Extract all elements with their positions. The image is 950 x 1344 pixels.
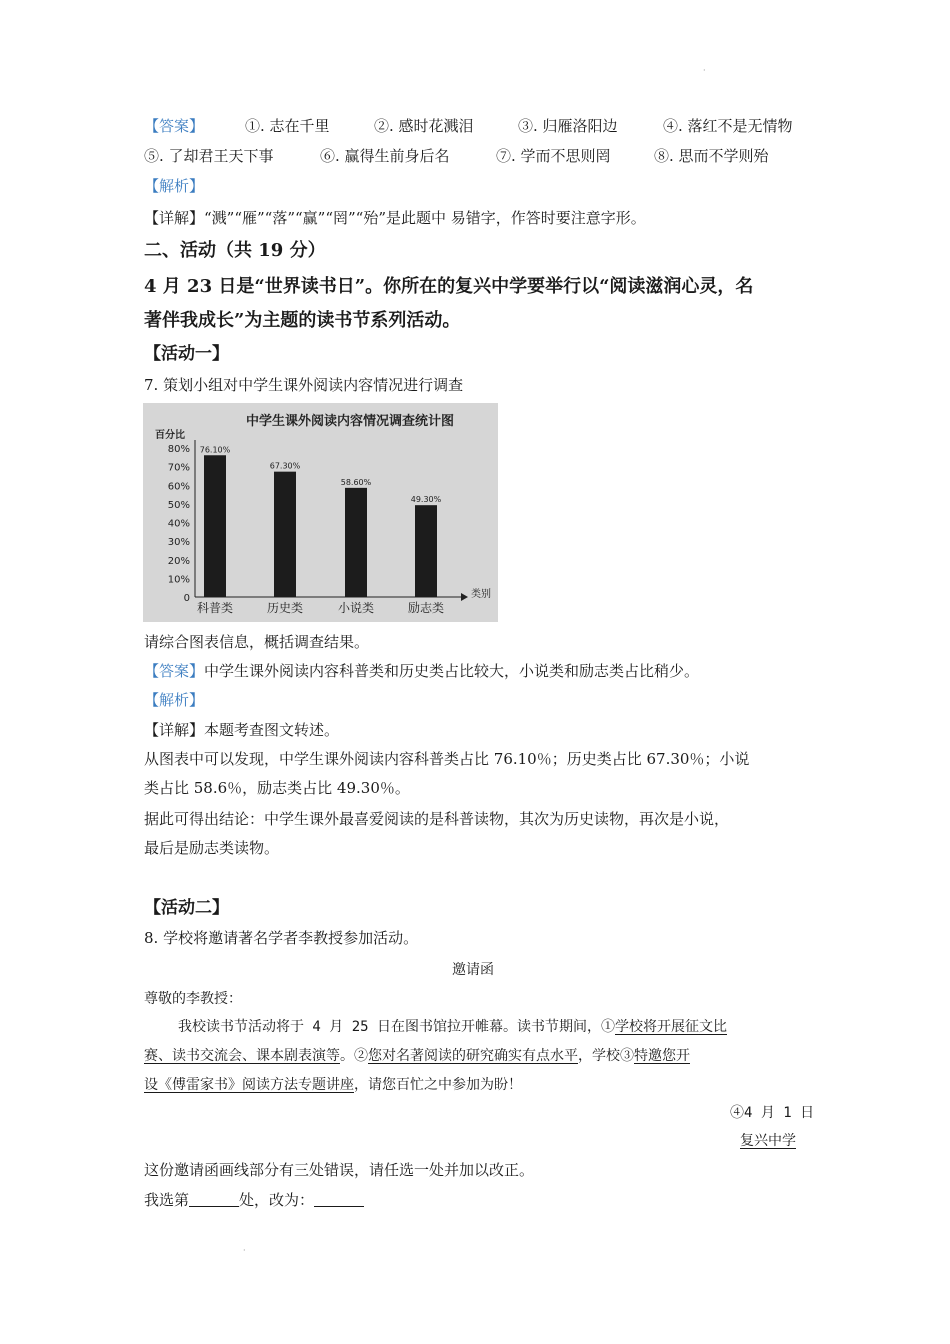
- letter-body-line-2: [144, 1046, 690, 1066]
- answer-item: ⑧. 思而不学则殆: [654, 147, 769, 165]
- underlined-error-3-cont: 设《傅雷家书》阅读方法专题讲座: [144, 1077, 354, 1093]
- chart-y-axis-label: 百分比: [155, 430, 185, 441]
- decorative-dot-top: ·: [703, 66, 706, 75]
- chart-category-label: 小说类: [337, 601, 375, 615]
- letter-body-line-3: [144, 1075, 522, 1095]
- chart-y-tick-label: 30%: [167, 537, 190, 549]
- answer-item: ③. 归雁洛阳边: [518, 117, 618, 135]
- activity-2-title: 【活动二】: [144, 898, 229, 918]
- detail-2-paragraph-2-line-2: 最后是励志类读物。: [144, 839, 280, 857]
- chart-y-tick-label: 0: [183, 593, 190, 604]
- letter-text: ，学校③: [578, 1048, 634, 1064]
- question-7-prompt: 请综合图表信息，概括调查结果。: [144, 633, 370, 651]
- chart-y-tick-label: 50%: [167, 499, 190, 511]
- decorative-dot-bottom: ·: [243, 1246, 246, 1255]
- underlined-error-3: 特邀您开: [634, 1048, 690, 1064]
- letter-salutation: 尊敬的李教授：: [144, 991, 242, 1007]
- question-7: 7. 策划小组对中学生课外阅读内容情况进行调查: [144, 376, 464, 394]
- chart-category-label: 历史类: [266, 601, 304, 615]
- letter-date: [730, 1103, 814, 1123]
- detail-1: 【详解】“溅”“雁”“落”“赢”“罔”“殆”是此题中 易错字，作答时要注意字形。: [144, 209, 646, 227]
- detail-2: 【详解】本题考查图文转述。: [144, 721, 340, 739]
- chart-bar: [274, 472, 296, 597]
- underlined-error-1: 学校将开展征文比: [615, 1019, 727, 1035]
- activity-1-title: 【活动一】: [144, 344, 229, 364]
- answer-item: ⑦. 学而不思则罔: [496, 147, 611, 165]
- answer-item: ⑤. 了却君王天下事: [144, 147, 274, 165]
- answer-text: 中学生课外阅读内容科普类和历史类占比较大，小说类和励志类占比稍少。: [204, 662, 700, 680]
- answer-block-2: [144, 661, 699, 681]
- answer-blank-1[interactable]: [189, 1192, 239, 1207]
- letter-text: 我校读书节活动将于 4 月 25 日在图书馆拉开帷幕。读书节期间，①: [178, 1019, 615, 1035]
- answer-item: ①. 志在千里: [245, 117, 330, 135]
- letter-text: 。②: [340, 1048, 368, 1064]
- answer-item: ④. 落红不是无情物: [663, 117, 793, 135]
- detail-2-paragraph-1-line-1: 从图表中可以发现，中学生课外阅读内容科普类占比 76.10％；历史类占比 67.30％；小说: [144, 750, 750, 768]
- chart-category-label: 科普类: [196, 601, 234, 615]
- fill-label-b: 处，改为：: [239, 1191, 315, 1209]
- chart-bar: [204, 455, 226, 597]
- question-8: 8. 学校将邀请著名学者李教授参加活动。: [144, 929, 419, 947]
- chart-y-tick-label: 70%: [167, 462, 190, 474]
- letter-body-line-1: [178, 1017, 727, 1037]
- answer-item: ⑥. 赢得生前身后名: [320, 147, 450, 165]
- answer-tag: 【答案】: [144, 117, 205, 135]
- date-text: 4 月 1 日: [744, 1105, 815, 1121]
- chart-data-label: 67.30%: [269, 461, 301, 471]
- question-8-fill: [144, 1190, 364, 1210]
- chart-data-label: 49.30%: [410, 495, 442, 505]
- analysis-tag-2: 【解析】: [144, 691, 205, 709]
- chart-title: 中学生课外阅读内容情况调查统计图: [245, 414, 455, 429]
- question-8-prompt: 这份邀请函画线部分有三处错误，请任选一处并加以改正。: [144, 1161, 535, 1179]
- detail-2-paragraph-1-line-2: 类占比 58.6％，励志类占比 49.30％。: [144, 779, 410, 797]
- chart-data-label: 58.60%: [340, 477, 372, 487]
- answer-block-1: [144, 116, 793, 136]
- bar-chart-svg: [143, 403, 498, 622]
- answer-tag: 【答案】: [144, 662, 205, 680]
- answer-item: ②. 感时花溅泪: [374, 117, 474, 135]
- chart-bar: [415, 505, 437, 597]
- analysis-tag-1: 【解析】: [144, 177, 205, 195]
- chart-y-tick-label: 20%: [167, 555, 190, 567]
- letter-text: ，请您百忙之中参加为盼！: [354, 1077, 522, 1093]
- fill-label-a: 我选第: [144, 1191, 190, 1209]
- chart-data-label: 76.10%: [199, 445, 231, 455]
- chart-y-tick-label: 10%: [167, 574, 190, 586]
- chart-category-label: 励志类: [407, 601, 445, 615]
- intro-line-1: 4 月 23 日是“世界读书日”。你所在的复兴中学要举行以“阅读滋润心灵，名: [144, 276, 754, 297]
- detail-2-paragraph-2-line-1: 据此可得出结论：中学生课外最喜爱阅读的是科普读物，其次为历史读物，再次是小说，: [144, 810, 730, 828]
- chart-bar: [345, 488, 367, 597]
- underlined-error-2: 您对名著阅读的研究确实有点水平: [368, 1048, 578, 1064]
- letter-signature: 复兴中学: [740, 1133, 796, 1149]
- section-title: 二、活动（共 19 分）: [144, 240, 326, 261]
- bar-chart: [143, 403, 498, 622]
- chart-x-axis-label: 类别: [471, 589, 491, 600]
- underlined-error-1-cont: 赛、读书交流会、课本剧表演等: [144, 1048, 340, 1064]
- intro-line-2: 著伴我成长”为主题的读书节系列活动。: [144, 310, 461, 331]
- letter-title: 邀请函: [452, 962, 494, 978]
- answer-blank-2[interactable]: [314, 1192, 364, 1207]
- chart-background: [143, 403, 498, 622]
- chart-y-tick-label: 40%: [167, 518, 190, 530]
- date-mark: ④: [730, 1105, 744, 1121]
- answer-block-1-row2: [144, 146, 769, 166]
- chart-y-tick-label: 60%: [167, 481, 190, 493]
- chart-y-tick-label: 80%: [167, 444, 190, 455]
